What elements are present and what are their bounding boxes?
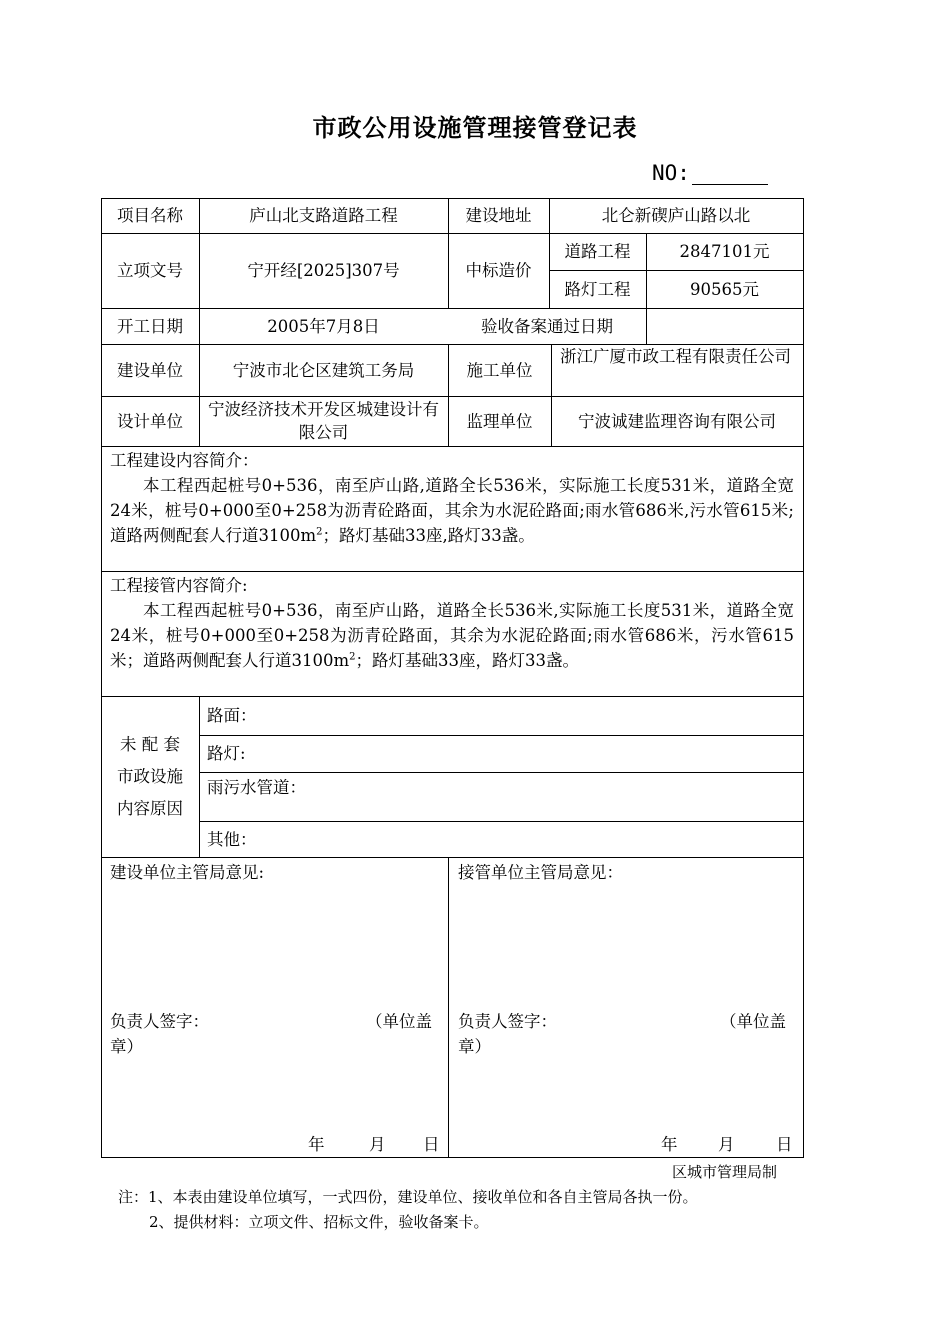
light-cost-value[interactable]: 90565元 <box>690 279 759 299</box>
takeover-text-sup: 2 <box>349 651 356 663</box>
unmatched-facilities-label <box>101 696 199 857</box>
construction-summary-label: 工程建设内容简介： <box>110 451 259 470</box>
note-line-2: 2、提供材料：立项文件、招标文件，验收备案卡。 <box>149 1213 489 1231</box>
construction-text-sup: 2 <box>316 526 323 538</box>
constructor-label: 施工单位 <box>466 360 533 380</box>
unmatched-sewer-field[interactable]: 雨污水管道： <box>207 777 306 797</box>
road-cost-value[interactable]: 2847101元 <box>679 242 770 261</box>
unmatched-other-field[interactable]: 其他： <box>207 829 257 849</box>
receiver-seal-label-end: 章） <box>458 1037 491 1056</box>
location-label: 建设地址 <box>465 206 532 225</box>
construction-summary-text <box>101 473 803 548</box>
receiver-date-day: 日 <box>776 1135 793 1154</box>
issuer-label: 区城市管理局制 <box>672 1163 778 1181</box>
construction-text-tail: ；路灯基础33座,路灯33盏。 <box>322 526 535 545</box>
unmatched-label-line3: 内容原因 <box>117 798 183 818</box>
light-cost-label: 路灯工程 <box>564 279 631 299</box>
designer-value[interactable]: 宁波经济技术开发区城建设计有限公司 <box>208 400 439 442</box>
table-border-right <box>803 198 804 1157</box>
location-value[interactable]: 北仑新碶庐山路以北 <box>601 206 751 225</box>
project-name-value[interactable]: 庐山北支路道路工程 <box>249 206 398 225</box>
start-date-label: 开工日期 <box>117 316 183 336</box>
construction-summary[interactable] <box>101 446 803 571</box>
receiver-signature-label: 负责人签字： <box>458 1012 557 1031</box>
project-name-label: 项目名称 <box>117 206 183 225</box>
construction-text-main: 本工程西起桩号0+536，南至庐山路,道路全长536米，实际施工长度531米，道路全宽24米，桩号0+000至0+258为沥青砼路面，其余为水泥砼路面;雨水管686米,污水管615米;道路两侧配套人行道3100m <box>110 476 794 545</box>
takeover-summary[interactable] <box>101 571 803 696</box>
receiver-authority-opinion[interactable] <box>448 857 803 1157</box>
unmatched-road-field[interactable]: 路面： <box>207 706 257 725</box>
road-cost-label: 道路工程 <box>564 242 631 261</box>
supervisor-value[interactable]: 宁波诚建监理咨询有限公司 <box>578 411 776 431</box>
receiver-opinion-label: 接管单位主管局意见： <box>458 863 623 882</box>
takeover-text-tail: ；路灯基础33座，路灯33盏。 <box>355 651 580 670</box>
unmatched-label-line1: 未 配 套 <box>120 734 180 754</box>
supervisor-label: 监理单位 <box>466 411 533 431</box>
start-date-value[interactable]: 2005年7月8日 <box>267 316 380 336</box>
bid-price-label: 中标造价 <box>465 261 532 280</box>
takeover-summary-label: 工程接管内容简介: <box>110 576 248 595</box>
note-line-1: 注：1、本表由建设单位填写，一式四份，建设单位、接收单位和各自主管局各执一份。 <box>118 1188 698 1206</box>
builder-seal-label-end: 章） <box>110 1037 143 1056</box>
unmatched-label-line2: 市政设施 <box>117 766 183 786</box>
receiver-date-year: 年 <box>661 1135 678 1154</box>
takeover-summary-text <box>101 598 803 673</box>
receiver-date-month: 月 <box>718 1135 735 1154</box>
receiver-seal-label: （单位盖 <box>720 1012 786 1031</box>
builder-date-day: 日 <box>423 1135 440 1154</box>
builder-label: 建设单位 <box>117 360 183 380</box>
takeover-text-main: 本工程西起桩号0+536，南至庐山路，道路全长536米,实际施工长度531米，道路全宽24米，桩号0+000至0+258为沥青砼路面，其余为水泥砼路面;雨水管686米，污水管615米；道路两侧配套人行道3100m <box>110 601 794 670</box>
constructor-value[interactable]: 浙江广厦市政工程有限责任公司 <box>560 347 791 366</box>
approval-value[interactable]: 宁开经[2025]307号 <box>247 261 400 280</box>
approval-label: 立项文号 <box>117 261 183 280</box>
designer-label: 设计单位 <box>117 411 183 431</box>
unmatched-light-field[interactable]: 路灯: <box>207 744 246 763</box>
builder-value[interactable]: 宁波市北仑区建筑工务局 <box>232 360 415 380</box>
builder-date-month: 月 <box>369 1135 386 1154</box>
form-number-blank[interactable] <box>692 164 768 185</box>
builder-authority-opinion[interactable] <box>101 857 448 1157</box>
acceptance-date-value[interactable] <box>646 308 803 344</box>
form-number <box>652 161 768 185</box>
builder-seal-label: （单位盖 <box>366 1012 432 1031</box>
form-title: 市政公用设施管理接管登记表 <box>312 113 638 142</box>
form-number-label: NO: <box>652 161 690 185</box>
builder-signature-label: 负责人签字： <box>110 1012 209 1031</box>
builder-date-year: 年 <box>308 1135 325 1154</box>
table-border-bottom <box>101 1157 804 1158</box>
acceptance-date-label: 验收备案通过日期 <box>481 316 613 336</box>
builder-opinion-label: 建设单位主管局意见: <box>110 863 265 882</box>
